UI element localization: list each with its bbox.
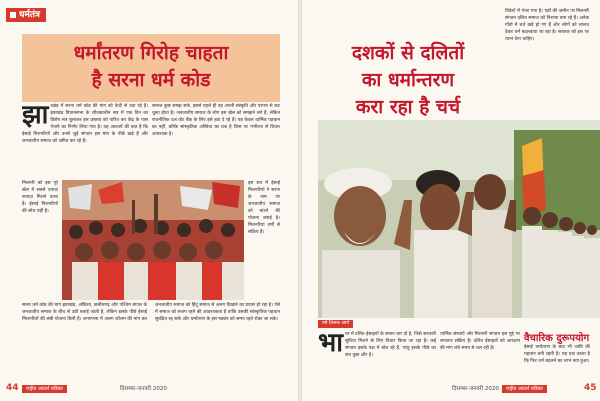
right-footer	[302, 383, 600, 395]
protest-rally-illustration	[62, 180, 244, 300]
article-narrow-right: इस सत्र में ईसाई मिशनरियों ने सरना के नाम पर जनजातीय समाज को बांटने की योजना बनाई है। मिशनरियां वर्षों से सक्रिय हैं।	[248, 181, 280, 235]
article-bottom-column-2: धार्मिक संस्थाएँ और मिशनरी संगठन इस मुद्दे पर लगातार सक्रिय हैं। दलित ईसाइयों को आरक्षण की मांग लंबे समय से चल रही है।	[440, 332, 520, 351]
headline	[22, 40, 280, 94]
left-footer	[0, 383, 298, 395]
headline	[310, 40, 506, 121]
article-bottom-columns: सरना धर्म कोड की मांग झारखंड, ओडिशा, छत्तीसगढ़ और पश्चिम बंगाल के जनजातीय समाज के बीच से उठी बताई जाती है, लेकिन इसके पीछे ईसाई मिशनरियों की लंबी योजना छिपी है। जनगणना में अलग कॉलम की मांग कर जनजातीय समाज को हिंदू समाज से अलग दिखाने का प्रयास हो रहा है। ऐसे में समाज को सजग रहने की आवश्यकता है ताकि उसकी सांस्कृतिक पहचान सुरक्षित रह सके और धर्मांतरण के इस षड्यंत्र को समय रहते रोका जा सके।	[22, 303, 280, 322]
page-number: 45	[584, 383, 597, 393]
drop-cap: भा	[318, 331, 344, 358]
left-page	[0, 0, 298, 401]
section-tab	[6, 8, 46, 22]
praying-men-illustration	[318, 120, 600, 318]
footer-date: दिसम्बर-जनवरी 2020	[452, 386, 499, 392]
section-tab-label: धर्मतंत्र	[19, 10, 41, 20]
headline-line-2: है सरना धर्म कोड	[91, 69, 211, 91]
article-narrow-left: मिशनरी को इस पूरे खेल में सबसे ज़्यादा फायदा मिलने वाला है। ईसाई मिशनरियों की सोच यही है।	[22, 181, 58, 214]
headline-line-2: का धर्मान्तरण	[361, 69, 455, 91]
headline-line-3: करा रहा है चर्च	[355, 96, 461, 118]
subheading: वैचारिक दुरूपयोग	[524, 333, 590, 344]
drop-cap: झा	[22, 103, 49, 130]
praying-men-photo	[318, 120, 600, 318]
headline-line-1: दशकों से दलितों	[351, 42, 465, 64]
article-column-1	[22, 103, 148, 179]
footer-label: राष्ट्रीय आदर्श पत्रिका	[502, 385, 547, 393]
headline-box	[22, 34, 280, 102]
article-top-column: विदेशों में भेजा गया है। यहाँ की ज़मीन पर मिशनरी संगठन दलित समाज को निशाना बना रहे हैं। अनेक गाँवों में चर्च खड़े हो गए हैं और लोगों को लालच देकर धर्म बदलवाया जा रहा है। सरकार को इस पर ध्यान देना चाहिए।	[505, 9, 589, 42]
article-column-1-text: रखंड में सरना धर्म कोड की मांग को तेज़ी से उठा रहे हैं। झारखंड विधानसभा के शीतकालीन सत्र में एक दिन का विशेष सत्र बुलाकर इस प्रस्ताव को पारित कर केंद्र के पास भेजने का निर्णय लिया गया है। यह आश्चर्य की बात है कि ईसाई मिशनरियों और उनसे जुड़े संगठन इस मांग के पीछे खड़े हैं और जनजातीय समाज को भ्रमित कर रहे हैं।	[22, 104, 148, 144]
page-number: 44	[6, 383, 19, 393]
footer-label: राष्ट्रीय आदर्श पत्रिका	[22, 385, 67, 393]
article-bottom-column-3: ईसाई धर्मांतरण के बाद भी जाति की पहचान बनी रहती है। यह प्रश्न उठता है कि फिर धर्म बदलने का लाभ क्या हुआ।	[524, 345, 590, 364]
protest-rally-photo	[62, 180, 244, 300]
photo-credit: वर्ष तिलक आर्य	[318, 320, 353, 328]
headline-line-1: धर्मांतरण गिरोह चाहता	[73, 42, 229, 64]
footer-date: दिसम्बर-जनवरी 2020	[120, 386, 167, 392]
article-bottom-column-1	[318, 331, 436, 389]
article-column-2: समाज कुछ समझ सके, इससे पहले ही वह अपनी संस्कृति और परंपरा से कट चुका होता है। जनजातीय समाज के लोग इस खेल को समझने लगे हैं, लेकिन राजनीतिक दल वोट बैंक के लिए इसे हवा दे रहे हैं। यह केवल धार्मिक पहचान का नहीं, बल्कि सांस्कृतिक अस्तित्व का प्रश्न है जिस पर गंभीरता से विचार आवश्यक है।	[152, 104, 280, 137]
article-bottom-column-1-text: रत में दलित ईसाइयों के समान चार दो है, जिसे सरकारी सुविधा मिलने के लिए विचार किया जा रहा है। कई संगठन इसके पक्ष में बोल रहे हैं, परंतु इसके पीछे का सच कुछ और है।	[345, 332, 436, 358]
right-page	[302, 0, 600, 401]
